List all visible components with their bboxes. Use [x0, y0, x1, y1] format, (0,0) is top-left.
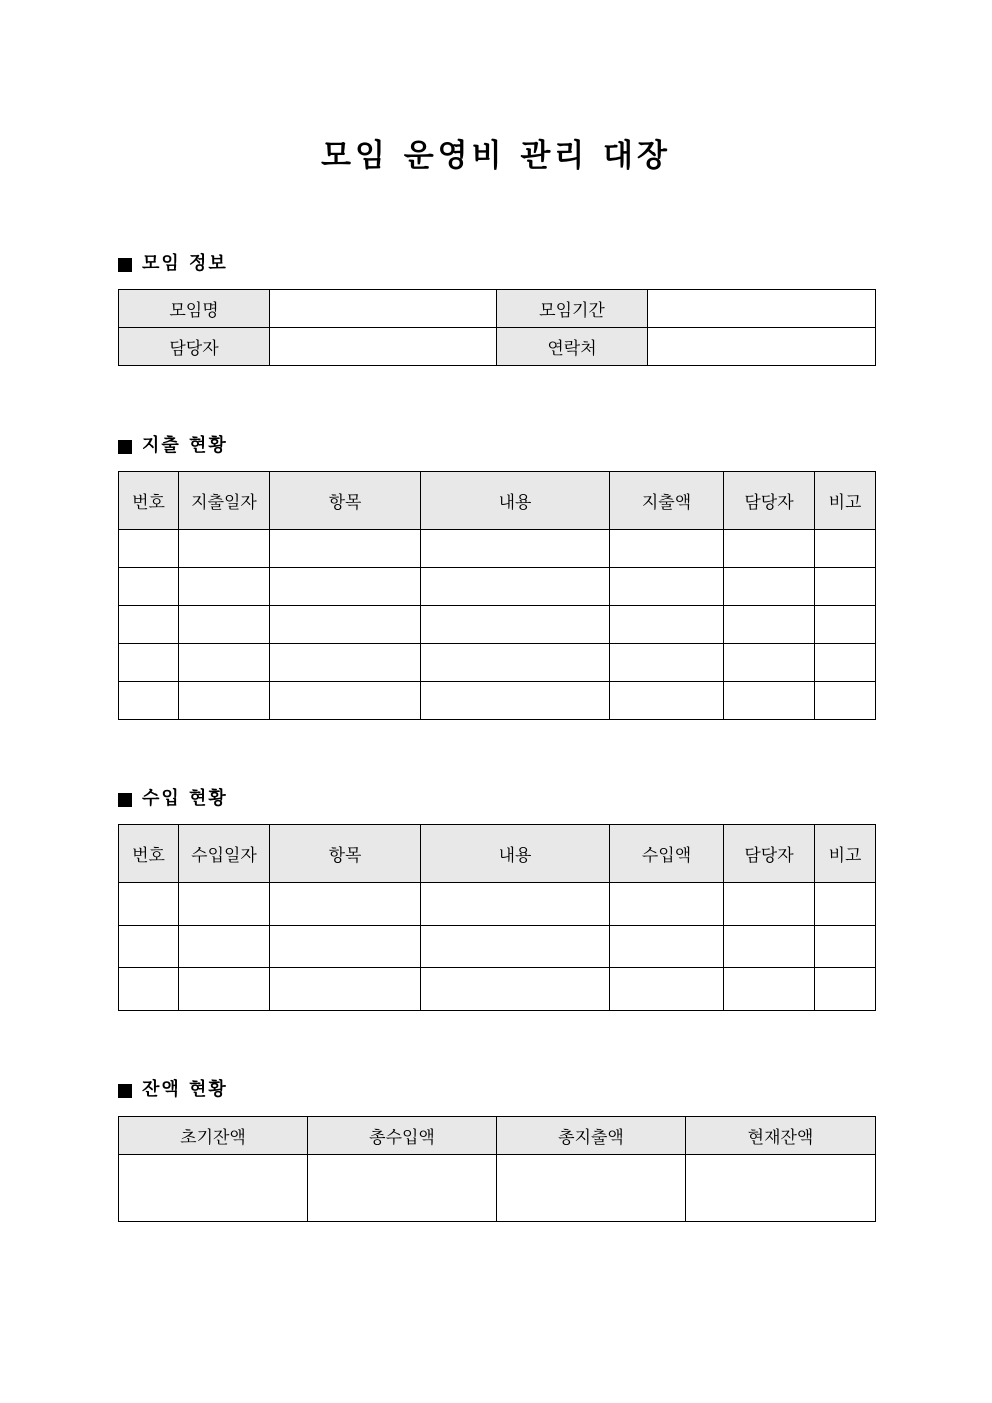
- table-cell[interactable]: [610, 968, 724, 1011]
- table-cell[interactable]: [421, 968, 610, 1011]
- table-cell[interactable]: [421, 644, 610, 682]
- table-cell[interactable]: [610, 925, 724, 968]
- table-cell[interactable]: [724, 968, 815, 1011]
- table-cell[interactable]: [179, 530, 270, 568]
- column-header-date: 지출일자: [179, 472, 270, 530]
- table-cell[interactable]: [610, 682, 724, 720]
- expense-heading-text: 지출 현황: [142, 435, 228, 456]
- table-cell[interactable]: [610, 883, 724, 926]
- page-title: 모임 운영비 관리 대장: [321, 138, 671, 174]
- meeting-name-label: 모임명: [119, 290, 270, 328]
- table-header-row: [119, 825, 876, 883]
- table-cell[interactable]: [724, 925, 815, 968]
- table-cell[interactable]: [119, 925, 179, 968]
- column-header-date: 수입일자: [179, 825, 270, 883]
- column-header-note: 비고: [815, 825, 876, 883]
- table-cell[interactable]: [119, 530, 179, 568]
- table-cell[interactable]: [421, 530, 610, 568]
- table-cell[interactable]: [815, 925, 876, 968]
- square-bullet-icon: [118, 793, 132, 807]
- column-header-amount: 지출액: [610, 472, 724, 530]
- table-cell[interactable]: [421, 682, 610, 720]
- table-cell[interactable]: [270, 644, 421, 682]
- table-cell[interactable]: [815, 968, 876, 1011]
- table-cell[interactable]: [815, 883, 876, 926]
- table-cell[interactable]: [270, 968, 421, 1011]
- table-cell[interactable]: [179, 644, 270, 682]
- table-row: [119, 682, 876, 720]
- table-cell[interactable]: [179, 606, 270, 644]
- table-row: [119, 968, 876, 1011]
- column-header-manager: 담당자: [724, 472, 815, 530]
- column-header-number: 번호: [119, 472, 179, 530]
- column-header-amount: 수입액: [610, 825, 724, 883]
- table-cell[interactable]: [610, 530, 724, 568]
- table-row: [119, 328, 876, 366]
- expense-table: [118, 471, 876, 720]
- square-bullet-icon: [118, 1084, 132, 1098]
- table-cell[interactable]: [270, 925, 421, 968]
- table-cell[interactable]: [421, 883, 610, 926]
- balance-table: [118, 1116, 876, 1222]
- square-bullet-icon: [118, 258, 132, 272]
- meeting-name-field[interactable]: [270, 290, 497, 328]
- table-cell[interactable]: [119, 968, 179, 1011]
- table-cell[interactable]: [610, 606, 724, 644]
- table-cell[interactable]: [815, 568, 876, 606]
- table-cell[interactable]: [421, 925, 610, 968]
- contact-label: 연락처: [497, 328, 648, 366]
- table-cell[interactable]: [179, 925, 270, 968]
- table-cell[interactable]: [421, 568, 610, 606]
- meeting-period-label: 모임기간: [497, 290, 648, 328]
- table-cell[interactable]: [724, 682, 815, 720]
- column-header-content: 내용: [421, 825, 610, 883]
- table-cell[interactable]: [610, 644, 724, 682]
- table-cell[interactable]: [270, 682, 421, 720]
- initial-balance-field[interactable]: [119, 1155, 308, 1222]
- table-cell[interactable]: [724, 644, 815, 682]
- table-header-row: [119, 1117, 876, 1155]
- manager-field[interactable]: [270, 328, 497, 366]
- column-header-total-expense: 총지출액: [497, 1117, 686, 1155]
- balance-heading-text: 잔액 현황: [142, 1079, 228, 1100]
- meeting-info-table: [118, 289, 876, 366]
- table-cell[interactable]: [724, 530, 815, 568]
- table-cell[interactable]: [270, 606, 421, 644]
- manager-label: 담당자: [119, 328, 270, 366]
- column-header-item: 항목: [270, 472, 421, 530]
- total-income-field[interactable]: [308, 1155, 497, 1222]
- table-row: [119, 530, 876, 568]
- table-cell[interactable]: [270, 568, 421, 606]
- table-cell[interactable]: [119, 568, 179, 606]
- table-row: [119, 290, 876, 328]
- meeting-period-field[interactable]: [648, 290, 876, 328]
- income-table: [118, 824, 876, 1011]
- column-header-note: 비고: [815, 472, 876, 530]
- table-cell[interactable]: [179, 968, 270, 1011]
- table-cell[interactable]: [119, 606, 179, 644]
- table-cell[interactable]: [270, 530, 421, 568]
- table-cell[interactable]: [270, 883, 421, 926]
- table-cell[interactable]: [179, 568, 270, 606]
- table-cell[interactable]: [724, 883, 815, 926]
- table-cell[interactable]: [179, 883, 270, 926]
- income-heading: [118, 787, 228, 811]
- column-header-current-balance: 현재잔액: [686, 1117, 876, 1155]
- contact-field[interactable]: [648, 328, 876, 366]
- table-cell[interactable]: [815, 682, 876, 720]
- table-cell[interactable]: [119, 644, 179, 682]
- meeting-info-heading: [118, 252, 228, 276]
- table-cell[interactable]: [610, 568, 724, 606]
- table-row: [119, 883, 876, 926]
- table-row: [119, 1155, 876, 1222]
- square-bullet-icon: [118, 440, 132, 454]
- column-header-total-income: 총수입액: [308, 1117, 497, 1155]
- balance-heading: [118, 1078, 228, 1102]
- table-row: [119, 925, 876, 968]
- table-row: [119, 568, 876, 606]
- table-header-row: [119, 472, 876, 530]
- table-cell[interactable]: [724, 568, 815, 606]
- expense-heading: [118, 434, 228, 458]
- table-cell[interactable]: [815, 606, 876, 644]
- table-cell[interactable]: [421, 606, 610, 644]
- table-cell[interactable]: [119, 883, 179, 926]
- table-cell[interactable]: [724, 606, 815, 644]
- income-heading-text: 수입 현황: [142, 788, 228, 809]
- total-expense-field[interactable]: [497, 1155, 686, 1222]
- meeting-info-heading-text: 모임 정보: [142, 253, 228, 274]
- column-header-item: 항목: [270, 825, 421, 883]
- table-cell[interactable]: [119, 682, 179, 720]
- table-row: [119, 606, 876, 644]
- column-header-initial-balance: 초기잔액: [119, 1117, 308, 1155]
- table-cell[interactable]: [815, 644, 876, 682]
- table-cell[interactable]: [815, 530, 876, 568]
- column-header-number: 번호: [119, 825, 179, 883]
- current-balance-field[interactable]: [686, 1155, 876, 1222]
- column-header-content: 내용: [421, 472, 610, 530]
- column-header-manager: 담당자: [724, 825, 815, 883]
- table-cell[interactable]: [179, 682, 270, 720]
- table-row: [119, 644, 876, 682]
